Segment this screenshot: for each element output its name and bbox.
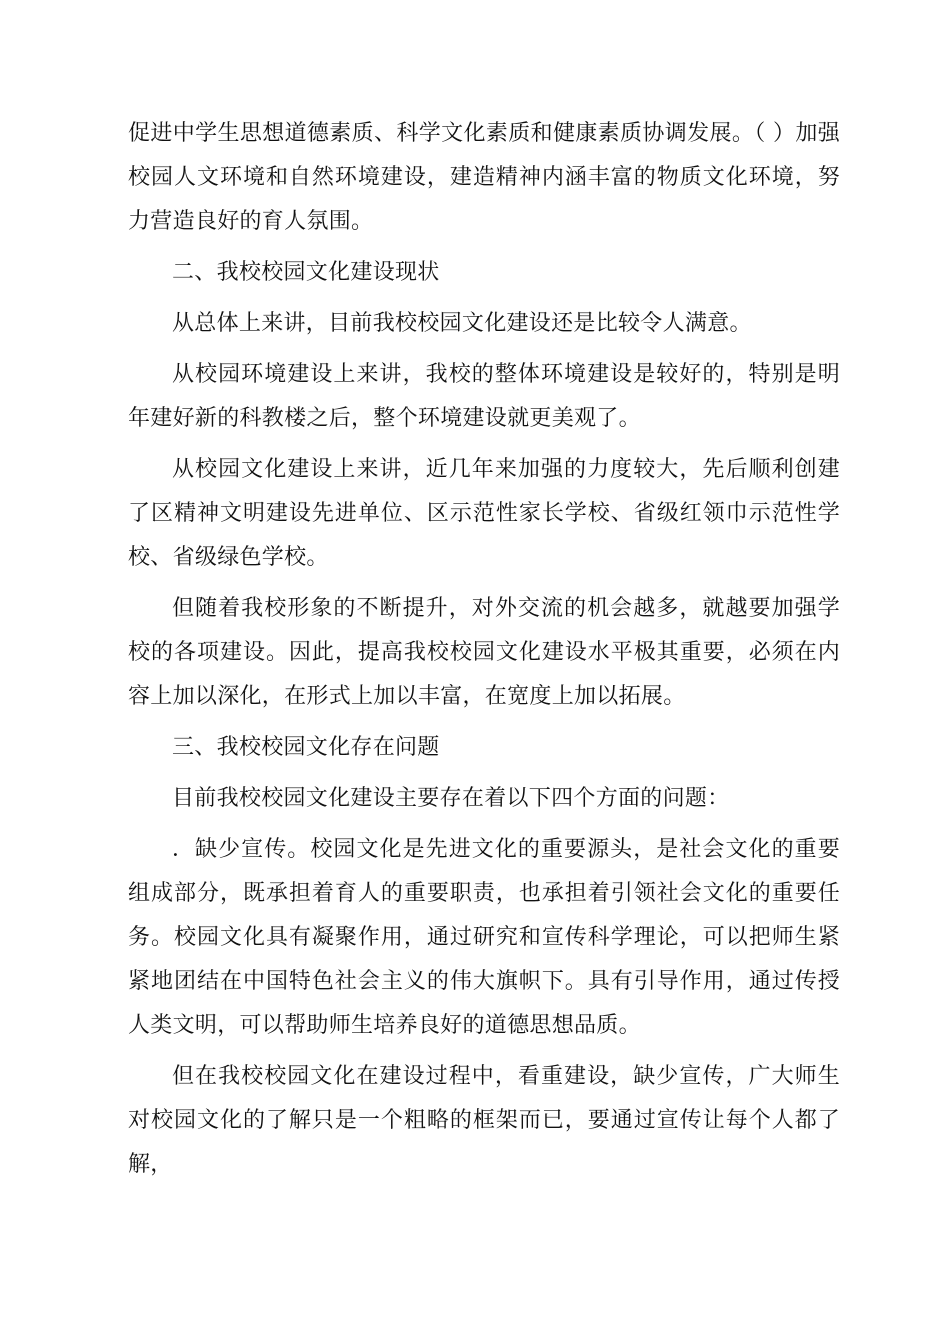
document-page (128, 112, 840, 1194)
paragraph-8: 目前我校校园文化建设主要存在着以下四个方面的问题： (172, 786, 730, 811)
paragraph-1: 促进中学生思想道德素质、科学文化素质和健康素质协调发展。（ ）加强校园人文环境和自然环境建设，建造精神内涵丰富的物质文化环境，努力营造良好的育人氛围。 (128, 121, 840, 234)
paragraph-5: 从校园文化建设上来讲，近几年来加强的力度较大，先后顺利创建了区精神文明建设先进单位、区示范性家长学校、省级红领巾示范性学校、省级绿色学校。 (128, 457, 840, 570)
paragraph-6: 但随着我校形象的不断提升，对外交流的机会越多，就越要加强学校的各项建设。因此，提高我校校园文化建设水平极其重要，必须在内容上加以深化，在形式上加以丰富，在宽度上加以拓展。 (128, 596, 840, 709)
section-heading-2: 二、我校校园文化建设现状 (172, 260, 440, 285)
paragraph-9: ．缺少宣传。校园文化是先进文化的重要源头，是社会文化的重要组成部分，既承担着育人的重要职责，也承担着引领社会文化的重要任务。校园文化具有凝聚作用，通过研究和宣传科学理论，可以把师生紧紧地团结在中国特色社会主义的伟大旗帜下。具有引导作用，通过传授人类文明，可以帮助师生培养良好的道德思想品质。 (128, 837, 840, 1038)
paragraph-4: 从校园环境建设上来讲，我校的整体环境建设是较好的，特别是明年建好新的科教楼之后，整个环境建设就更美观了。 (128, 362, 840, 431)
section-heading-3: 三、我校校园文化存在问题 (172, 735, 440, 760)
paragraph-3: 从总体上来讲，目前我校校园文化建设还是比较令人满意。 (172, 311, 752, 336)
paragraph-10: 但在我校校园文化在建设过程中，看重建设，缺少宣传，广大师生对校园文化的了解只是一个粗略的框架而已，要通过宣传让每个人都了解， (128, 1064, 840, 1177)
